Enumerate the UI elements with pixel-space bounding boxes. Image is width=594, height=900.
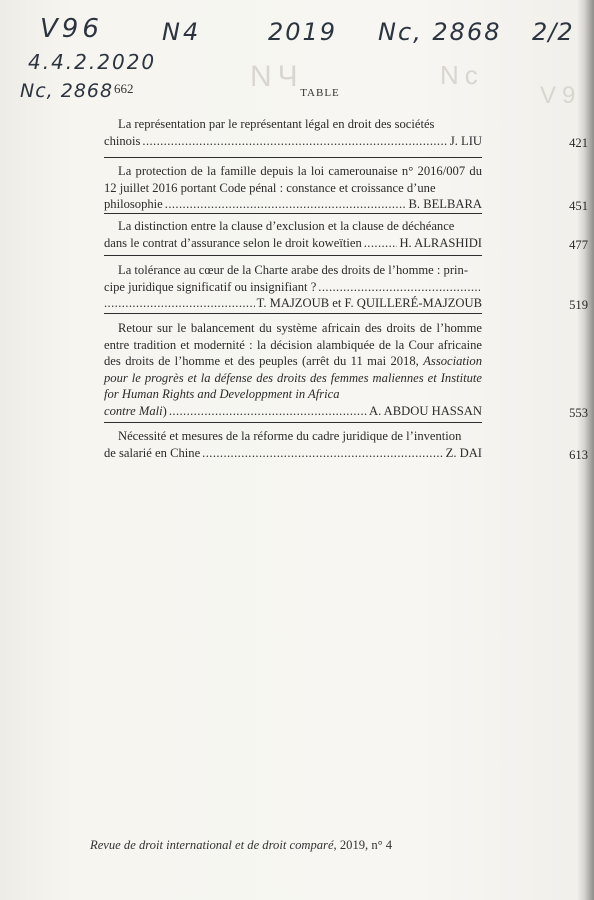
toc-entry-page: 553 [569,405,588,420]
dot-leader [165,196,407,213]
toc-entry [104,218,588,251]
toc-entry-last-line [104,403,482,420]
toc-entry-title: La distinction entre la clause d’exclusion et la clause de déchéance [118,219,455,233]
toc-entry-title-end: contre Mali [104,403,163,418]
toc-entry-author: T. MAJZOUB et F. QUILLERÉ-MAJZOUB [256,296,482,311]
toc-entry-title: La protection de la famille depuis la loi camerounaise n° 2016/007 du 12 juillet 2016 portant Code pénal : constance et croissance d’une [104,164,482,195]
toc-entry-page: 421 [569,135,588,150]
divider [104,255,482,256]
toc-entry-title-end: philosophie [104,197,163,212]
toc-entry-title-end: dans le contrat d’assurance selon le droit koweïtien [104,235,362,250]
handwritten-year: 2019 [268,18,338,46]
handwritten-volume: V96 [40,14,103,44]
toc-entry-title-end: de salarié en Chine [104,445,201,460]
handwritten-ref: Nc, 2868 [20,80,114,102]
toc-entry-page: 519 [569,298,588,313]
toc-entry-last-line [104,445,482,462]
divider [104,422,482,423]
toc-entry-author: A. ABDOU HASSAN [368,403,482,418]
toc-entry [104,320,588,420]
toc-entry-last-line [104,133,482,150]
journal-footer [90,838,392,853]
dot-leader [169,403,367,420]
toc-entry [104,163,588,213]
dot-leader [318,279,480,296]
toc-entry-author: H. ALRASHIDI [399,235,482,250]
handwritten-part: 2/2 [532,18,574,46]
dot-leader [202,445,443,462]
toc-entry-author: J. LIU [449,133,482,148]
toc-entry-author: B. BELBARA [408,197,482,212]
toc-entry-last-line [104,196,482,213]
handwritten-reference: Nc, 2868 [378,18,502,46]
toc-entry-title: La représentation par le représentant légal en droit des sociétés [118,117,435,131]
toc-entry-page: 613 [569,447,588,462]
dot-leader [142,133,447,150]
divider [104,157,482,158]
toc-entry-middle-line [104,279,482,296]
journal-title: Revue de droit international et de droit comparé [90,838,334,852]
bleed-through-mark: V9 [540,82,582,109]
journal-issue: , 2019, n° 4 [333,838,393,852]
table-title: TABLE [300,87,340,99]
toc-entry-page: 477 [569,237,588,252]
toc-entry-last-line [104,295,482,312]
toc-entry-author: Z. DAI [445,445,482,460]
page-number: 662 [114,81,134,96]
toc-entry [104,428,588,461]
toc-entry-title: La tolérance au cœur de la Charte arabe des droits de l’homme : prin- [118,263,469,277]
toc-entry [104,262,588,312]
toc-entry-title-end: cipe juridique significatif ou insignifiant ? [104,279,317,294]
dot-leader [364,235,398,252]
toc-entry-page: 451 [569,199,588,214]
divider [104,313,482,314]
dot-leader [104,295,255,312]
toc-entry-title-close: ) [162,403,167,418]
bleed-through-mark: NЧ [250,60,304,93]
divider [104,213,482,214]
toc-entry-title-part: Retour sur le balancement du système africain des droits de l’homme entre tradition et modernité : la décision alambiquée de la Cour africaine des droits de l’homme et des peuples (arrêt du 11 mai 2018, [104,321,482,369]
handwritten-date: 4.4.2.2020 [28,50,157,74]
toc-entry-title-italic: Association pour le progrès et la défense des droits des femmes maliennes et Institute for Human Rights and Developpment in Africa [104,354,482,402]
toc-entry [104,116,588,149]
bleed-through-mark: Nc [440,60,484,90]
toc-entry-last-line [104,235,482,252]
toc-entry-title [104,320,482,403]
handwritten-number: N4 [162,18,202,46]
toc-entry-title-end: chinois [104,133,141,148]
toc-entry-title: Nécessité et mesures de la réforme du cadre juridique de l’invention [118,429,462,443]
